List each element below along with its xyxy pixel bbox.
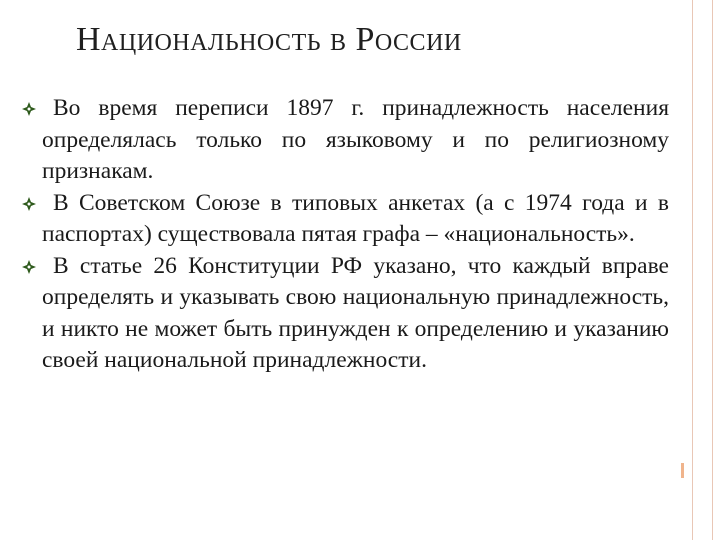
- slide-title: Национальность в России: [76, 21, 462, 58]
- diamond-bullet-icon: [22, 102, 36, 116]
- bullet-item-1: [0, 93, 669, 188]
- diamond-bullet-icon: [22, 197, 36, 211]
- diamond-bullet-icon: [22, 260, 36, 274]
- bullet-item-2: [0, 188, 669, 251]
- frame-accent-mark: [681, 463, 684, 478]
- bullet-text: В статье 26 Конституции РФ указано, что каждый вправе определять и указывать свою национальную принадлежность, и никто не может быть принужден к определению и указанию своей национальной принадлежности.: [42, 252, 669, 373]
- bullet-text: Во время переписи 1897 г. принадлежность населения определялась только по языковому и по религиозному признакам.: [42, 95, 669, 184]
- bullet-item-3: [0, 251, 669, 377]
- bullet-list: [0, 93, 720, 377]
- bullet-text: В Советском Союзе в типовых анкетах (а с 1974 года и в паспортах) существовала пятая графа – «национальность».: [42, 189, 669, 247]
